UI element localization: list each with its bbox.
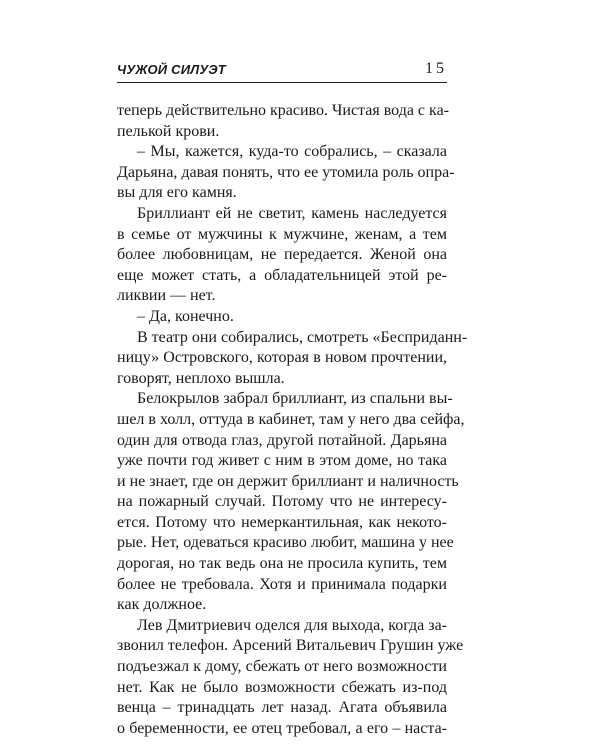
text-line: на пожарный случай. Потому что не интересу- bbox=[117, 493, 447, 511]
text-line: еще может стать, а обладательницей этой ре- bbox=[117, 266, 447, 284]
text-line: более любовницам, не передается. Женой она bbox=[117, 246, 447, 264]
text-line: вы для его камня. bbox=[117, 184, 237, 202]
text-line: Белокрылов забрал бриллиант, из спальни вы- bbox=[137, 390, 453, 408]
text-line: пелькой крови. bbox=[117, 122, 220, 140]
text-line: – Да, конечно. bbox=[137, 307, 234, 325]
running-title: ЧУЖОЙ СИЛУЭТ bbox=[117, 62, 226, 77]
text-line: как должное. bbox=[117, 596, 207, 614]
text-line: шел в холл, оттуда в кабинет, там у него два сейфа, bbox=[117, 410, 465, 428]
text-line: более не требовала. Хотя и принимала подарки bbox=[117, 575, 447, 593]
text-line: В театр они собирались, смотреть «Бесприданн- bbox=[137, 328, 468, 346]
text-line: Дарьяна, давая понять, что ее утомила роль опра- bbox=[117, 163, 455, 181]
text-line: о беременности, ее отец требовал, а его – наста- bbox=[117, 719, 447, 737]
page-number: 15 bbox=[425, 60, 447, 77]
text-line: и не знает, где он держит бриллиант и наличность bbox=[117, 472, 459, 490]
text-line: Лев Дмитриевич оделся для выхода, когда за- bbox=[137, 616, 447, 634]
text-line: ется. Потому что немеркантильная, как некото- bbox=[117, 513, 447, 531]
header-rule bbox=[117, 82, 447, 83]
text-line: подъезжал к дому, сбежать от него возможности bbox=[117, 658, 447, 676]
text-line: ницу» Островского, которая в новом прочтении, bbox=[117, 349, 447, 367]
text-line: Бриллиант ей не светит, камень наследуется bbox=[137, 204, 447, 222]
text-line: звонил телефон. Арсений Витальевич Грушин уже bbox=[117, 637, 464, 655]
text-line: в семье от мужчины к мужчине, женам, а тем bbox=[117, 225, 447, 243]
body-text bbox=[117, 101, 468, 739]
text-line: уже почти год живет с ним в этом доме, но така bbox=[117, 452, 447, 470]
text-line: нет. Как не было возможности сбежать из-под bbox=[117, 678, 447, 696]
text-line: – Мы, кажется, куда-то собрались, – сказала bbox=[137, 143, 447, 161]
text-line: рые. Нет, одеваться красиво любит, машина у нее bbox=[117, 534, 454, 552]
text-line: теперь действительно красиво. Чистая вода с ка- bbox=[117, 102, 449, 119]
text-line: дорогая, но так ведь она не просила купить, тем bbox=[117, 555, 447, 573]
text-line: ликвии — нет. bbox=[117, 287, 216, 305]
text-line: говорят, неплохо вышла. bbox=[117, 369, 285, 387]
text-line: один для отвода глаз, другой потайной. Дарьяна bbox=[117, 431, 447, 449]
text-line: венца – тринадцать лет назад. Агата объявила bbox=[117, 699, 447, 717]
running-header bbox=[117, 60, 447, 82]
